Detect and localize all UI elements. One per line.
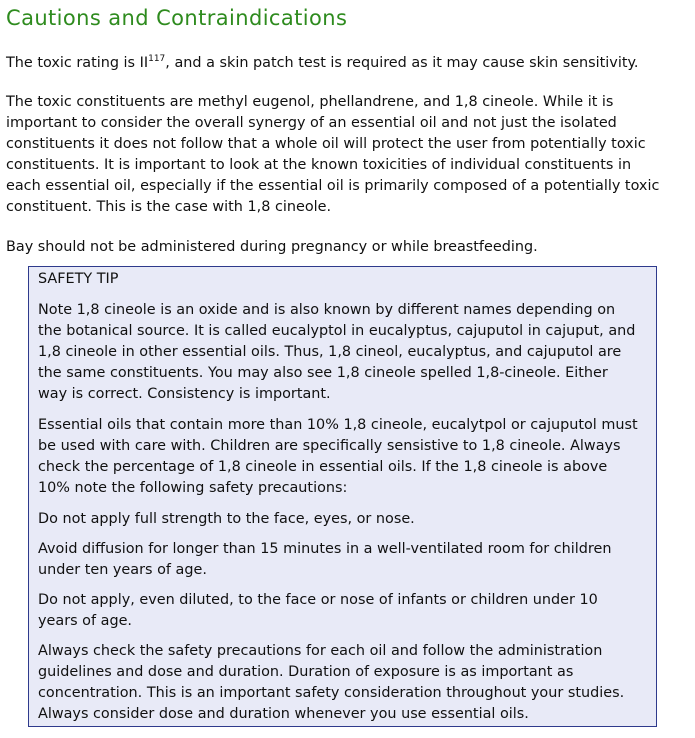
tip-line: years of age. [38,613,133,629]
tip-line: the same constituents. You may also see 1,8 cineole spelled 1,8-cineole. Either [38,365,608,381]
toxic-rating-paragraph [6,53,686,74]
paragraph-line: constituents it does not follow that a whole oil will protect the user from potentially toxic [6,136,646,152]
tip-line: Always check the safety precautions for each oil and follow the administration [38,643,603,659]
tip-line: concentration. This is an important safety consideration throughout your studies. [38,685,625,701]
tip-line: 1,8 cineole in other essential oils. Thus, 1,8 cineol, eucalyptus, and cajuputol are [38,344,622,360]
tip-line: 10% note the following safety precautions: [38,480,348,496]
section-heading: Cautions and Contraindications [6,6,348,30]
safety-tip-paragraph [38,415,650,499]
paragraph-line: important to consider the overall synergy of an essential oil and not just the isolated [6,115,617,131]
paragraph-line: The toxic constituents are methyl eugenol, phellandrene, and 1,8 cineole. While it is [6,94,614,110]
toxic-rating-text-end: , and a skin patch test is required as it may cause skin sensitivity. [165,55,639,71]
paragraph-line: each essential oil, especially if the essential oil is primarily composed of a potentially toxic [6,178,660,194]
tip-line: check the percentage of 1,8 cineole in essential oils. If the 1,8 cineole is above [38,459,608,475]
pregnancy-paragraph: Bay should not be administered during pregnancy or while breastfeeding. [6,239,538,255]
paragraph-line: constituents. It is important to look at the known toxicities of individual constituents in [6,157,632,173]
paragraph-line: constituent. This is the case with 1,8 cineole. [6,199,332,215]
tip-line: Do not apply full strength to the face, eyes, or nose. [38,511,415,527]
tip-line: be used with care with. Children are specifically sensistive to 1,8 cineole. Always [38,438,621,454]
safety-tip-paragraph [38,641,650,725]
safety-tip-box [28,266,657,727]
tip-line: Do not apply, even diluted, to the face or nose of infants or children under 10 [38,592,598,608]
safety-tip-paragraph [38,509,650,530]
safety-tip-paragraph [38,300,650,405]
tip-line: the botanical source. It is called eucalyptol in eucalyptus, cajuputol in cajuput, and [38,323,636,339]
safety-tip-paragraph [38,539,650,581]
tip-line: under ten years of age. [38,562,207,578]
tip-line: Avoid diffusion for longer than 15 minutes in a well-ventilated room for children [38,541,612,557]
safety-tip-paragraph [38,590,650,632]
toxic-rating-text: The toxic rating is II [6,55,149,71]
citation-superscript: 117 [148,54,166,65]
constituents-paragraph [6,92,686,218]
tip-line: way is correct. Consistency is important. [38,386,331,402]
tip-line: guidelines and dose and duration. Duration of exposure is as important as [38,664,574,680]
tip-line: Essential oils that contain more than 10% 1,8 cineole, eucalytpol or cajuputol must [38,417,638,433]
tip-line: Note 1,8 cineole is an oxide and is also known by different names depending on [38,302,616,318]
safety-tip-title: SAFETY TIP [38,271,119,287]
tip-line: Always consider dose and duration whenever you use essential oils. [38,706,529,722]
